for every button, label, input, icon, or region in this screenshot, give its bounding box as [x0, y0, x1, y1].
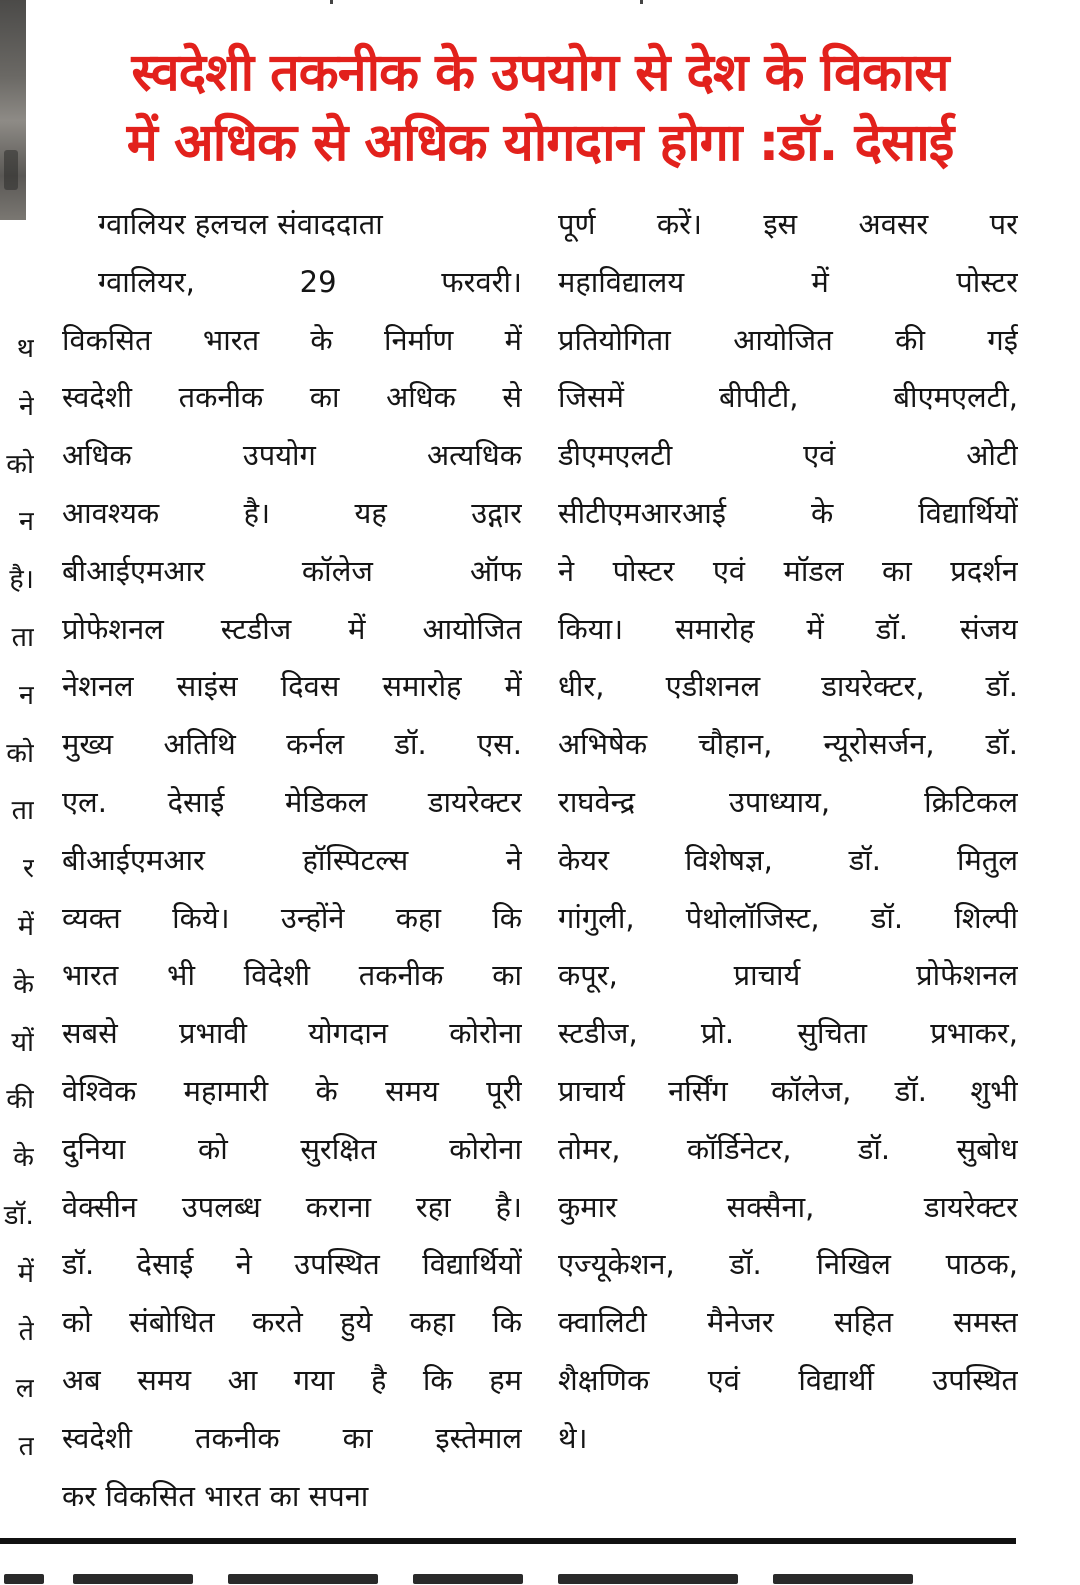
bottom-rule	[0, 1538, 1016, 1544]
clipped-line-fragment: की	[6, 1084, 34, 1116]
article-line: नेशनल साइंस दिवस समारोह में	[62, 669, 522, 704]
article-line: आवश्यक है। यह उद्गार	[62, 495, 522, 530]
article-line: कर विकसित भारत का सपना	[62, 1478, 369, 1513]
clipped-line-fragment: ते	[18, 1315, 34, 1347]
clipped-neighbor-column	[0, 320, 34, 1476]
article-line: महाविद्यालय में पोस्टर	[558, 264, 1018, 299]
article-line: प्राचार्य नर्सिंग कॉलेज, डॉ. शुभी	[558, 1073, 1018, 1108]
clipped-line-fragment: ने	[19, 390, 34, 422]
article-line: बीआईएमआर कॉलेज ऑफ	[62, 553, 522, 588]
article-line: थे।	[558, 1420, 588, 1455]
byline: ग्वालियर हलचल संवाददाता	[98, 207, 383, 241]
clipped-line-fragment: ल	[15, 1373, 34, 1405]
top-edge-marks	[30, 0, 1080, 4]
article-line: मुख्य अतिथि कर्नल डॉ. एस.	[62, 727, 522, 762]
article-line: को संबोधित करते हुये कहा कि	[62, 1305, 522, 1340]
article-line: किया। समारोह में डॉ. संजय	[558, 611, 1018, 646]
article-line: स्टडीज, प्रो. सुचिता प्रभाकर,	[558, 1016, 1018, 1051]
article-line: गांगुली, पेथोलॉजिस्ट, डॉ. शिल्पी	[558, 900, 1018, 935]
clipped-line-fragment: यों	[11, 1026, 34, 1058]
article-line: सबसे प्रभावी योगदान कोरोना	[62, 1016, 522, 1051]
clipped-line-fragment: थ	[16, 333, 34, 364]
article-line: दुनिया को सुरक्षित कोरोना	[62, 1131, 522, 1166]
article-line: ग्वालियर, 29 फरवरी।	[98, 264, 522, 299]
article-line: भारत भी विदेशी तकनीक का	[62, 958, 522, 993]
article-line: ने पोस्टर एवं मॉडल का प्रदर्शन	[558, 553, 1018, 588]
article-line: वेश्विक महामारी के समय पूरी	[62, 1073, 522, 1108]
article-line: अभिषेक चौहान, न्यूरोसर्जन, डॉ.	[558, 727, 1018, 762]
cut-off-next-article	[0, 1556, 1080, 1585]
clipped-line-fragment: के	[13, 1142, 34, 1174]
article-line: डॉ. देसाई ने उपस्थित विद्यार्थियों	[62, 1247, 522, 1282]
article-line: राघवेन्द्र उपाध्याय, क्रिटिकल	[558, 784, 1018, 819]
clipped-line-fragment: डॉ.	[3, 1199, 34, 1231]
article-line: बीआईएमआर हॉस्पिटल्स ने	[62, 842, 522, 877]
article-line: कपूर, प्राचार्य प्रोफेशनल	[558, 958, 1018, 993]
headline-line-2: में अधिक से अधिक योगदान होगा :डॉ. देसाई	[126, 113, 954, 173]
headline-line-1: स्वदेशी तकनीक के उपयोग से देश के विकास	[131, 43, 949, 103]
article-column-right	[558, 196, 1018, 1468]
clipped-line-fragment: न	[19, 506, 34, 538]
article-line: व्यक्त किये। उन्होंने कहा कि	[62, 900, 522, 935]
clipped-line-fragment: त	[18, 1431, 34, 1463]
clipped-line-fragment: ता	[11, 795, 34, 827]
headline	[40, 38, 1040, 178]
article-line: प्रतियोगिता आयोजित की गई	[558, 322, 1018, 357]
article-line: क्वालिटी मैनेजर सहित समस्त	[558, 1305, 1018, 1340]
article-line: अब समय आ गया है कि हम	[62, 1362, 522, 1397]
article-line: वेक्सीन उपलब्ध कराना रहा है।	[62, 1189, 522, 1224]
article-line: सीटीएमआरआई के विद्यार्थियों	[558, 495, 1018, 530]
article-line: विकसित भारत के निर्माण में	[62, 322, 522, 357]
clipped-line-fragment: है।	[9, 564, 34, 596]
article-line: केयर विशेषज्ञ, डॉ. मितुल	[558, 842, 1018, 877]
article-line: कुमार सक्सैना, डायरेक्टर	[558, 1189, 1018, 1224]
article-line: अधिक उपयोग अत्यधिक	[62, 438, 522, 473]
article-line: एल. देसाई मेडिकल डायरेक्टर	[62, 784, 522, 819]
article-line: जिसमें बीपीटी, बीएमएलटी,	[558, 380, 1018, 415]
clipped-line-fragment: र	[22, 853, 34, 885]
article-line: स्वदेशी तकनीक का अधिक से	[62, 380, 522, 415]
article-line: शैक्षणिक एवं विद्यार्थी उपस्थित	[558, 1362, 1018, 1397]
clipped-line-fragment: को	[6, 737, 34, 769]
clipped-line-fragment: न	[19, 679, 34, 711]
article-line: पूर्ण करें। इस अवसर पर	[558, 207, 1018, 241]
clipped-line-fragment: में	[17, 910, 34, 942]
clipped-line-fragment: के	[13, 968, 34, 1000]
article-line: तोमर, कॉर्डिनेटर, डॉ. सुबोध	[558, 1131, 1018, 1166]
clipped-line-fragment: में	[17, 1257, 34, 1289]
article-column-left	[62, 196, 522, 1525]
article-line: स्वदेशी तकनीक का इस्तेमाल	[62, 1420, 522, 1455]
cropped-photo	[0, 0, 26, 220]
article-line: डीएमएलटी एवं ओटी	[558, 438, 1018, 473]
clipped-line-fragment: को	[6, 448, 34, 480]
clipped-line-fragment: ता	[11, 621, 34, 653]
article-line: एज्यूकेशन, डॉ. निखिल पाठक,	[558, 1247, 1018, 1282]
article-line: प्रोफेशनल स्टडीज में आयोजित	[62, 611, 522, 646]
article-line: धीर, एडीशनल डायरेक्टर, डॉ.	[558, 669, 1018, 704]
